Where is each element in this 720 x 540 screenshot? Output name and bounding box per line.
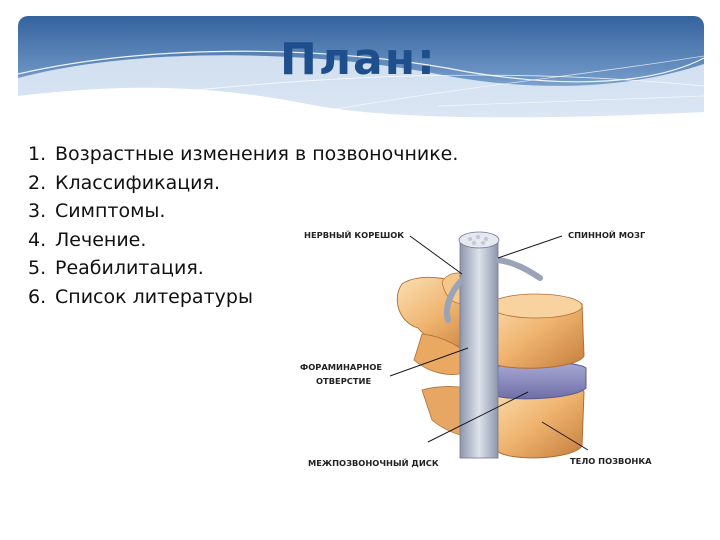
item-number: 5. <box>28 257 47 280</box>
nerve-root-right <box>498 260 540 278</box>
item-text: Симптомы. <box>55 200 166 223</box>
item-number: 2. <box>28 171 47 194</box>
plan-item <box>28 140 458 169</box>
item-text: Реабилитация. <box>55 257 204 280</box>
spinal-cord <box>459 232 499 458</box>
label-spinal-cord: СПИННОЙ МОЗГ <box>568 230 646 240</box>
item-text: Классификация. <box>55 171 220 194</box>
slide-title: План: <box>280 34 437 85</box>
leader-line-spinal-cord <box>498 236 562 258</box>
leader-line-nerve-root <box>410 236 462 274</box>
item-number: 6. <box>28 285 47 308</box>
label-foramen-line2: ОТВЕРСТИЕ <box>316 376 372 386</box>
item-number: 3. <box>28 200 47 223</box>
item-text: Список литературы <box>55 285 253 308</box>
plan-item <box>28 169 458 198</box>
label-foramen-line1: ФОРАМИНАРНОЕ <box>300 362 383 372</box>
item-text: Лечение. <box>55 228 147 251</box>
item-number: 1. <box>28 143 47 165</box>
item-number: 4. <box>28 228 47 251</box>
item-text: Возрастные изменения в позвоночнике. <box>55 143 459 165</box>
label-intervertebral-disc: МЕЖПОЗВОНОЧНЫЙ ДИСК <box>308 458 439 468</box>
label-vertebral-body: ТЕЛО ПОЗВОНКА <box>570 456 652 466</box>
spine-illustration <box>292 210 684 480</box>
spine-diagram <box>292 210 684 480</box>
label-nerve-root: НЕРВНЫЙ КОРЕШОК <box>304 230 405 240</box>
